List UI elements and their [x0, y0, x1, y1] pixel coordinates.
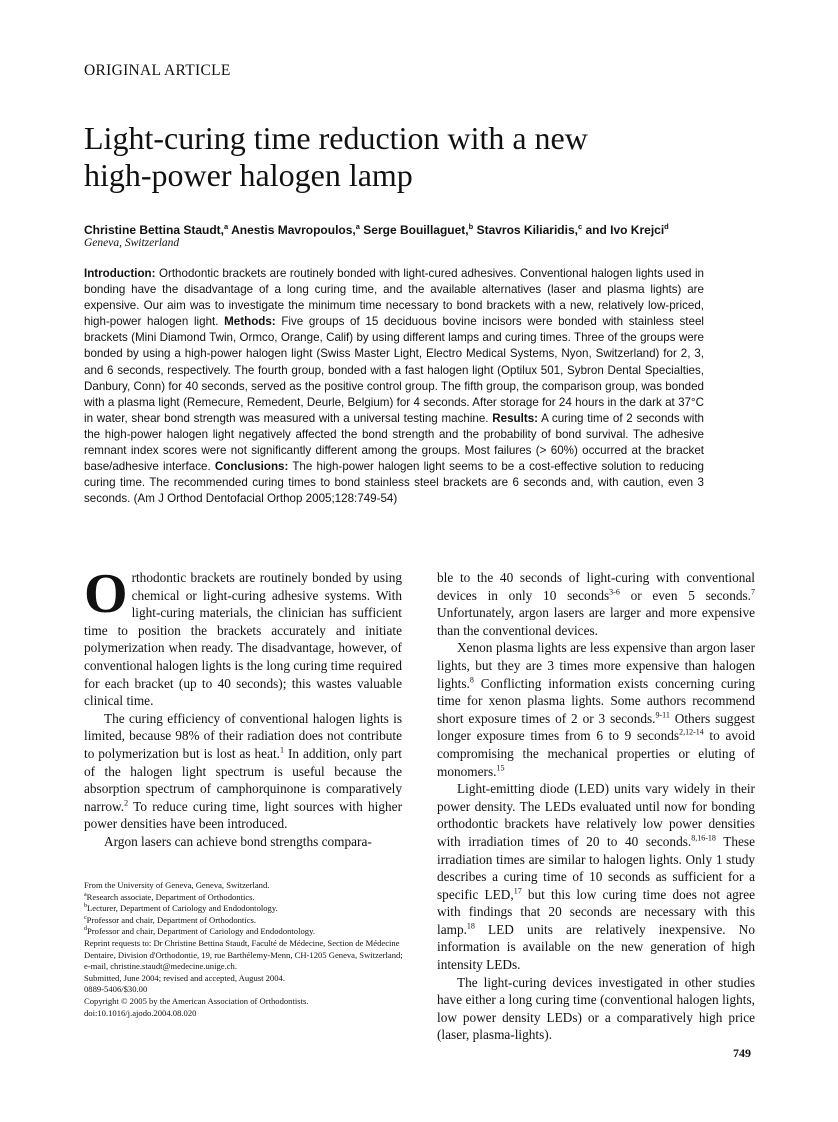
footnote-doi: doi:10.1016/j.ajodo.2004.08.020	[84, 1007, 197, 1018]
citation-ref: 15	[496, 763, 505, 773]
footnote-reprints: Reprint requests to: Dr Christine Bettina Staudt, Faculté de Médecine, Section de Médecine Dentaire, Division d'Orthodontie, 19, rue Barthélemy-Menn, CH-1205 Geneva, Switzerland; e-mail, christine.staudt@medecine.unige.ch.	[84, 937, 403, 972]
footnote-mark: a	[84, 891, 87, 898]
footnote-d	[84, 926, 404, 938]
title-line-2: high-power halogen lamp	[84, 157, 413, 193]
citation-ref: 18	[466, 921, 475, 931]
footnote-text: Lecturer, Department of Cariology and Endodontology.	[87, 903, 278, 914]
author-name: Christine Bettina Staudt,	[84, 223, 225, 237]
abstract-results-text: A curing time of 2 seconds with the high-power halogen light negatively affected the bond strength and the probability of bond survival. The adhesive remnant index scores were not significantly different among the groups. Most failures (> 60%) occurred at the bracket base/adhesive interface.	[84, 411, 704, 474]
body-paragraph	[84, 833, 402, 851]
citation-ref: 17	[513, 886, 522, 896]
body-column-right	[437, 569, 755, 1044]
body-paragraph	[437, 569, 755, 639]
footnote-mark: b	[84, 903, 87, 910]
abstract-intro-label: Introduction:	[84, 267, 156, 280]
author-list	[84, 219, 764, 238]
author-affiliation-mark: c	[577, 222, 583, 231]
paragraph-text: Unfortunately, argon lasers are larger and more expensive than the conventional devices.	[437, 605, 755, 638]
section-label: ORIGINAL ARTICLE	[84, 62, 231, 79]
footnotes	[84, 880, 404, 1019]
abstract-methods-label: Methods:	[224, 315, 276, 329]
paragraph-text: Xenon plasma lights are less expensive than argon laser lights, but they are 3 times more expensive than halogen lights.	[437, 640, 755, 691]
paragraph-text: Argon lasers can achieve bond strengths compara-	[104, 833, 372, 849]
footnote-from: From the University of Geneva, Geneva, Switzerland.	[84, 880, 270, 890]
body-paragraph	[84, 563, 402, 710]
paragraph-text: but this low curing time does not agree with findings that 20 seconds are necessary with this lamp.	[437, 886, 755, 937]
footnote-text: Professor and chair, Department of Cariology and Endodontology.	[87, 926, 315, 937]
paragraph-text: to avoid compromising the mechanical properties or eluting of monomers.	[437, 728, 755, 779]
citation-ref: 2	[124, 798, 129, 808]
paragraph-text: rthodontic brackets are routinely bonded by using chemical or light-curing adhesive systems. With light-curing materials, the clinician has sufficient time to position the brackets accurately and initiate polymerization when ready. The disadvantage, however, of conventional halogen lights is the long curing time required for each bracket (up to 40 seconds); this wastes valuable clinical time.	[84, 570, 402, 709]
citation-ref: 7	[751, 587, 756, 597]
body-paragraph	[437, 974, 755, 1044]
paragraph-text: LED units are relatively inexpensive. No information is available on the new generation of high intensity LEDs.	[437, 921, 755, 973]
citation-ref: 9-11	[655, 710, 670, 720]
author-affiliation-mark: b	[468, 222, 474, 231]
body-paragraph	[84, 710, 402, 833]
author-affiliation-mark: d	[664, 222, 669, 231]
footnote-submitted: Submitted, June 2004; revised and accepted, August 2004.	[84, 972, 285, 983]
article-title	[84, 120, 764, 194]
drop-cap: O	[84, 563, 128, 625]
citation-ref: 8,16-18	[691, 833, 716, 843]
affiliation-location: Geneva, Switzerland	[84, 237, 180, 249]
paragraph-text: In addition, only part of the halogen light spectrum is useful because the absorption spectrum of camphorquinone is comparatively narrow.	[84, 745, 403, 814]
abstract-methods-text: Five groups of 15 deciduous bovine incisors were bonded with stainless steel brackets (Mini Diamond Twin, Ormco, Orange, Calif) by using different lamps and curing times. Three of the groups were bonded by using a high-power halogen light (Swiss Master Light, Electro Medical Systems, Nyon, Switzerland) for 2, 3, and 6 seconds, respectively. The fourth group, bonded with a fast halogen light (Optilux 501, Sybron Dental Specialties, Danbury, Conn) for 40 seconds, served as the positive control group. The fifth group, the comparison group, was bonded with a plasma light (Remecure, Remedent, Deurle, Belgium) for 4 seconds. After storage for 24 hours in the dark at 37°C in water, shear bond strength was measured with a universal testing machine.	[84, 315, 705, 425]
footnote-a	[84, 892, 404, 904]
paragraph-text: The curing efficiency of conventional halogen lights is limited, because 98% of their radiation does not contribute to polymerization but is lost as heat.	[84, 710, 402, 761]
title-line-1: Light-curing time reduction with a new	[84, 120, 588, 156]
footnote-issn: 0889-5406/$30.00	[84, 984, 148, 995]
citation-ref: 8	[469, 675, 474, 685]
footnote-text: Research associate, Department of Orthodontics.	[86, 891, 255, 902]
citation-ref: 1	[280, 745, 285, 755]
footnote-mark: c	[84, 914, 87, 921]
paragraph-text: To reduce curing time, light sources with higher power densities have been introduced.	[84, 798, 402, 832]
paragraph-text: Others suggest longer exposure times from 6 to 9 seconds	[437, 710, 755, 744]
author-name: Anestis Mavropoulos,	[231, 223, 356, 237]
author-name: and Ivo Krejci	[585, 223, 665, 237]
abstract-intro-text: Orthodontic brackets are routinely bonded with light-cured adhesives. Conventional halogen lights used in bonding have the disadvantage of a long curing time, and the available alternatives (laser and plasma lights) are expensive. Our aim was to investigate the minimum time necessary to bond brackets with a new, relatively low-priced, high-power halogen light.	[84, 267, 704, 329]
page-number: 749	[733, 1046, 751, 1060]
footnote-mark: d	[84, 926, 87, 933]
author-affiliation-mark: a	[355, 222, 360, 231]
paragraph-text: The light-curing devices investigated in other studies have either a long curing time (conventional halogen lights, low power density LEDs) or a comparatively high price (laser, plasma-lights).	[437, 974, 755, 1043]
footnote-b	[84, 903, 404, 915]
author-name: Stavros Kiliaridis,	[476, 223, 578, 237]
body-paragraph	[437, 639, 755, 780]
paragraph-text: Conflicting information exists concerning curing time for xenon plasma lights. Some authors recommend short exposure times of 2 or 3 seconds.	[437, 675, 755, 726]
body-paragraph	[437, 780, 755, 974]
paragraph-text: These irradiation times are similar to halogen lights. Only 1 study describes a curing time of 10 seconds as sufficient for a specific LED,	[437, 833, 755, 902]
abstract	[84, 266, 704, 507]
paragraph-text: or even 5 seconds.	[619, 587, 752, 603]
author-affiliation-mark: a	[224, 222, 229, 231]
footnote-copyright: Copyright © 2005 by the American Association of Orthodontists.	[84, 995, 309, 1006]
footnote-c	[84, 915, 404, 927]
paragraph-text: ble to the 40 seconds of light-curing with conventional devices in only 10 seconds	[437, 570, 755, 603]
author-name: Serge Bouillaguet,	[363, 223, 469, 237]
body-column-left	[84, 563, 403, 851]
citation-ref: 3-6	[609, 587, 620, 597]
paragraph-text: Light-emitting diode (LED) units vary widely in their power density. The LEDs evaluated until now for bonding orthodontic brackets have relatively low power densities with irradiation times of 20 to 40 seconds.	[437, 781, 755, 849]
abstract-conclusions-label: Conclusions:	[214, 460, 289, 474]
abstract-results-label: Results:	[492, 411, 539, 425]
citation-ref: 2,12-14	[679, 727, 704, 737]
abstract-conclusions-text: The high-power halogen light seems to be a cost-effective solution to reducing curing time. The recommended curing times to bond stainless steel brackets are 6 seconds and, with caution, even 3 seconds. (Am J Orthod Dentofacial Orthop 2005;128:749-54)	[84, 460, 704, 506]
footnote-text: Professor and chair, Department of Orthodontics.	[86, 914, 257, 925]
